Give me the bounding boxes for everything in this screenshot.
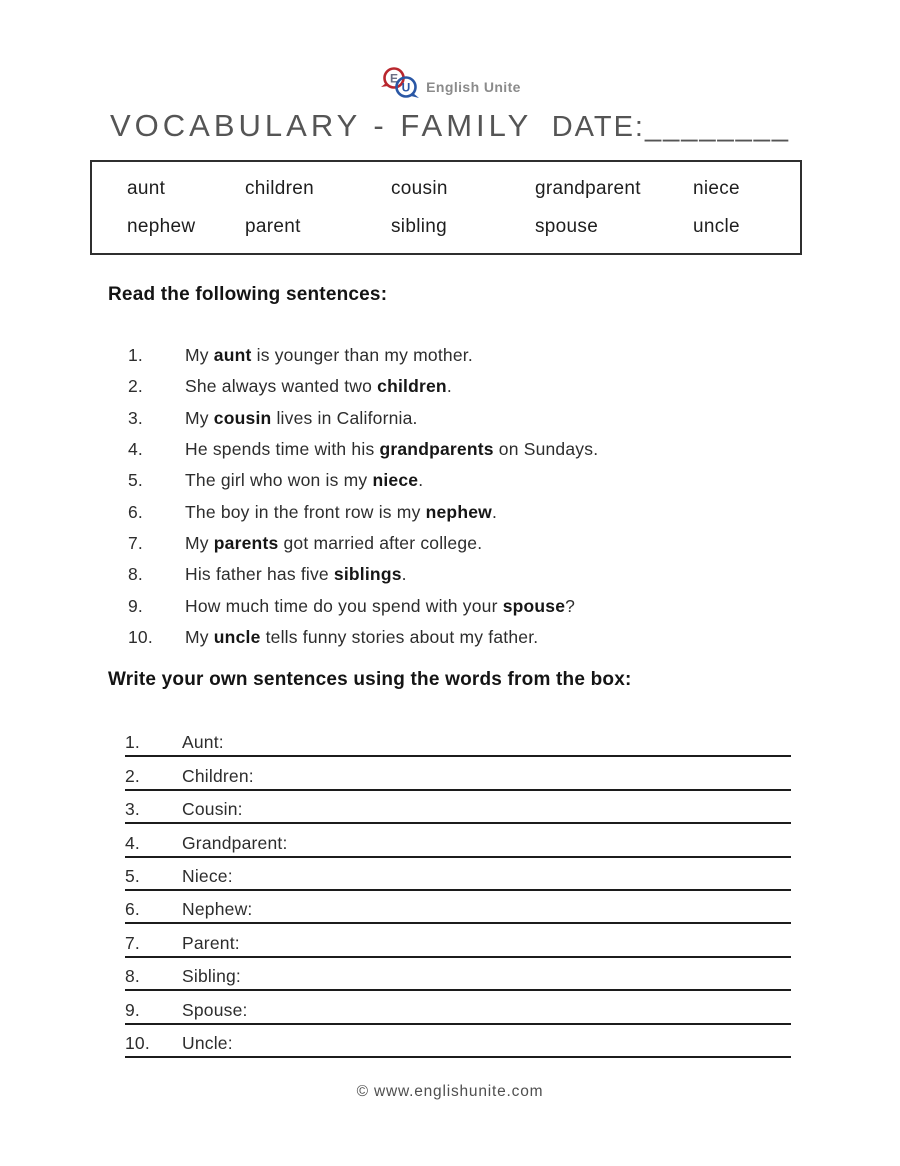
sentence-number: 10. [128, 626, 153, 647]
svg-text:E: E [390, 71, 399, 86]
sentence-row [128, 340, 788, 371]
write-line-row [125, 958, 791, 991]
write-line-label: Nephew: [182, 899, 253, 920]
sentence-fragment: My [185, 532, 214, 553]
write-line-label: Niece: [182, 865, 233, 886]
write-line-row [125, 991, 791, 1024]
sentence-fragment: tells funny stories about my father. [260, 626, 539, 647]
vocabulary-keyword: spouse [502, 595, 566, 616]
vocabulary-keyword: grandparents [379, 439, 494, 460]
word-box-word: children [245, 177, 314, 199]
sentence-row [128, 403, 788, 434]
vocabulary-keyword: niece [372, 470, 419, 491]
sentence-text [185, 345, 473, 366]
sentence-fragment: My [185, 345, 214, 366]
write-line-label: Sibling: [182, 966, 241, 987]
sentence-fragment: ? [565, 595, 576, 616]
sentence-number: 9. [128, 595, 143, 616]
sentence-number: 1. [128, 345, 143, 366]
sentence-fragment: My [185, 407, 214, 428]
svg-text:U: U [401, 80, 411, 95]
write-line-row [125, 924, 791, 957]
word-box-word: parent [245, 215, 301, 237]
write-line-label: Cousin: [182, 799, 243, 820]
vocabulary-keyword: parents [213, 532, 279, 553]
sentence-fragment: The girl who won is my [185, 470, 373, 491]
word-box-word: niece [693, 177, 740, 199]
footer-copyright: © www.englishunite.com [356, 1083, 544, 1100]
write-line-number: 4. [125, 832, 140, 853]
sentence-text [185, 596, 575, 617]
sentence-number: 2. [128, 376, 143, 397]
write-line-number: 2. [125, 765, 140, 786]
write-line-row [125, 824, 791, 857]
vocabulary-keyword: cousin [213, 407, 272, 428]
sentence-row [128, 559, 788, 590]
word-box-word: nephew [127, 215, 196, 237]
sentence-fragment: . [418, 470, 424, 491]
read-section-heading: Read the following sentences: [108, 284, 388, 305]
write-line-row [125, 791, 791, 824]
sentence-fragment: got married after college. [278, 532, 483, 553]
logo [0, 66, 900, 107]
logo-text: English Unite [426, 78, 521, 95]
sentence-fragment: She always wanted two [185, 376, 378, 397]
sentence-number: 6. [128, 501, 143, 522]
sentence-text [185, 376, 452, 397]
write-line-row [125, 891, 791, 924]
sentence-text [185, 408, 418, 429]
sentence-text [185, 439, 598, 460]
word-box-word: sibling [391, 215, 447, 237]
sentence-fragment: . [491, 501, 498, 522]
write-line-label: Children: [182, 765, 254, 786]
sentence-number: 8. [128, 564, 143, 585]
sentence-fragment: My [185, 626, 214, 647]
word-box-word: grandparent [535, 177, 641, 199]
write-line-row [125, 724, 791, 757]
word-box-word: uncle [693, 215, 740, 237]
sentence-fragment: lives in California. [271, 407, 418, 428]
sentence-fragment: How much time do you spend with your [185, 595, 503, 616]
sentence-row [128, 528, 788, 559]
write-line-number: 10. [125, 1032, 150, 1053]
write-line-row [125, 1025, 791, 1058]
sentence-number: 5. [128, 470, 143, 491]
sentence-fragment: is younger than my mother. [251, 345, 473, 366]
page-title: VOCABULARY - FAMILY [110, 108, 533, 143]
sentence-list [128, 340, 788, 653]
write-line-label: Parent: [182, 932, 240, 953]
write-line-number: 8. [125, 966, 140, 987]
write-line-number: 7. [125, 932, 140, 953]
sentence-text [185, 470, 423, 491]
vocabulary-keyword: nephew [425, 501, 492, 522]
sentence-text [185, 627, 538, 648]
sentence-row [128, 496, 788, 527]
word-box [90, 160, 802, 255]
sentence-fragment: The boy in the front row is my [185, 501, 426, 522]
word-box-word: cousin [391, 177, 448, 199]
sentence-text [185, 533, 482, 554]
write-line-number: 3. [125, 799, 140, 820]
write-section-heading: Write your own sentences using the words from the box: [108, 669, 632, 690]
sentence-row [128, 590, 788, 621]
sentence-row [128, 434, 788, 465]
write-line-number: 5. [125, 865, 140, 886]
sentence-fragment: He spends time with his [185, 439, 380, 460]
sentence-fragment: on Sundays. [493, 439, 599, 460]
sentence-number: 7. [128, 532, 143, 553]
write-line-number: 9. [125, 999, 140, 1020]
write-list [125, 724, 791, 1058]
date-field [552, 111, 790, 144]
write-line-label: Grandparent: [182, 832, 288, 853]
title-row [110, 108, 790, 144]
write-line-number: 1. [125, 732, 140, 753]
word-box-word: aunt [127, 177, 166, 199]
vocabulary-keyword: siblings [333, 564, 402, 585]
sentence-text [185, 502, 497, 523]
write-line-row [125, 757, 791, 790]
word-box-word: spouse [535, 215, 599, 237]
write-line-label: Uncle: [182, 1032, 233, 1053]
write-line-number: 6. [125, 899, 140, 920]
sentence-fragment: . [446, 376, 452, 397]
write-line-label: Spouse: [182, 999, 248, 1020]
english-unite-logo-icon [379, 66, 421, 107]
sentence-row [128, 622, 788, 653]
vocabulary-keyword: aunt [213, 345, 252, 366]
sentence-row [128, 371, 788, 402]
write-line-row [125, 858, 791, 891]
date-blank-line: ________ [644, 111, 790, 143]
sentence-number: 4. [128, 439, 143, 460]
write-line-label: Aunt: [182, 732, 224, 753]
vocabulary-keyword: uncle [213, 626, 261, 647]
date-label: DATE: [551, 111, 645, 143]
sentence-text [185, 564, 407, 585]
sentence-row [128, 465, 788, 496]
sentence-fragment: His father has five [185, 564, 334, 585]
vocabulary-keyword: children [377, 376, 447, 397]
sentence-fragment: . [401, 564, 407, 585]
sentence-number: 3. [128, 407, 143, 428]
